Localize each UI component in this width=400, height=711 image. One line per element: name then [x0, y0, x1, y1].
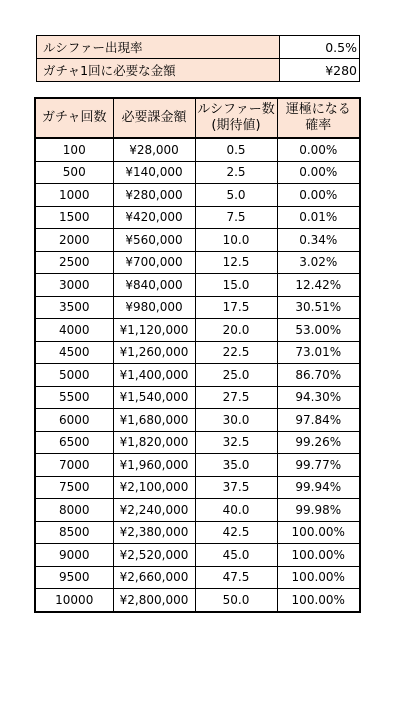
cell-required-cost: ¥28,000 [113, 138, 195, 161]
table-row [35, 521, 360, 544]
rate-label: ルシファー出現率 [37, 36, 280, 59]
header-max-probability-line2: 確率 [305, 118, 332, 133]
cell-required-cost: ¥840,000 [113, 274, 195, 297]
cell-lucifer-count: 2.5 [195, 161, 277, 184]
cell-max-probability: 99.98% [277, 499, 360, 522]
summary-row-cost [37, 59, 360, 82]
table-row [35, 229, 360, 252]
cell-max-probability: 12.42% [277, 274, 360, 297]
cell-max-probability: 100.00% [277, 566, 360, 589]
summary-table [36, 35, 360, 82]
cell-gacha-count: 3000 [35, 274, 113, 297]
table-row [35, 319, 360, 342]
cell-lucifer-count: 12.5 [195, 251, 277, 274]
cell-max-probability: 0.00% [277, 161, 360, 184]
cell-lucifer-count: 40.0 [195, 499, 277, 522]
header-gacha-count-label: ガチャ回数 [41, 110, 107, 125]
table-row [35, 589, 360, 612]
cell-gacha-count: 2500 [35, 251, 113, 274]
cell-lucifer-count: 17.5 [195, 296, 277, 319]
header-required-cost [113, 98, 195, 138]
cost-label: ガチャ1回に必要な金額 [37, 59, 280, 82]
table-row [35, 296, 360, 319]
cell-required-cost: ¥1,960,000 [113, 454, 195, 477]
cell-max-probability: 0.00% [277, 184, 360, 207]
cell-gacha-count: 2000 [35, 229, 113, 252]
cell-max-probability: 0.00% [277, 138, 360, 161]
cell-lucifer-count: 47.5 [195, 566, 277, 589]
table-row [35, 251, 360, 274]
cell-max-probability: 99.77% [277, 454, 360, 477]
cell-max-probability: 100.00% [277, 521, 360, 544]
cell-lucifer-count: 15.0 [195, 274, 277, 297]
cell-lucifer-count: 0.5 [195, 138, 277, 161]
header-required-cost-label: 必要課金額 [121, 110, 187, 125]
cell-gacha-count: 7500 [35, 476, 113, 499]
cell-required-cost: ¥1,680,000 [113, 409, 195, 432]
cell-required-cost: ¥560,000 [113, 229, 195, 252]
cell-max-probability: 0.34% [277, 229, 360, 252]
cell-gacha-count: 4000 [35, 319, 113, 342]
cell-lucifer-count: 32.5 [195, 431, 277, 454]
cell-max-probability: 53.00% [277, 319, 360, 342]
cell-gacha-count: 5500 [35, 386, 113, 409]
table-row [35, 206, 360, 229]
cell-lucifer-count: 30.0 [195, 409, 277, 432]
header-lucifer-count [195, 98, 277, 138]
cell-max-probability: 97.84% [277, 409, 360, 432]
header-lucifer-count-line2: (期待値) [211, 118, 261, 133]
table-row [35, 431, 360, 454]
cell-gacha-count: 1000 [35, 184, 113, 207]
cell-max-probability: 0.01% [277, 206, 360, 229]
cell-max-probability: 86.70% [277, 364, 360, 387]
cell-max-probability: 94.30% [277, 386, 360, 409]
cell-required-cost: ¥1,260,000 [113, 341, 195, 364]
cell-lucifer-count: 50.0 [195, 589, 277, 612]
cell-required-cost: ¥2,100,000 [113, 476, 195, 499]
cell-required-cost: ¥1,540,000 [113, 386, 195, 409]
cell-max-probability: 100.00% [277, 544, 360, 567]
cell-gacha-count: 4500 [35, 341, 113, 364]
cell-gacha-count: 9500 [35, 566, 113, 589]
table-row [35, 454, 360, 477]
table-row [35, 476, 360, 499]
cell-gacha-count: 8500 [35, 521, 113, 544]
header-max-probability [277, 98, 360, 138]
cell-lucifer-count: 5.0 [195, 184, 277, 207]
table-row [35, 386, 360, 409]
cell-lucifer-count: 45.0 [195, 544, 277, 567]
cell-lucifer-count: 7.5 [195, 206, 277, 229]
table-row [35, 544, 360, 567]
cell-lucifer-count: 25.0 [195, 364, 277, 387]
cell-required-cost: ¥280,000 [113, 184, 195, 207]
cell-gacha-count: 7000 [35, 454, 113, 477]
cell-max-probability: 30.51% [277, 296, 360, 319]
table-row [35, 566, 360, 589]
header-row [35, 98, 360, 138]
cell-gacha-count: 3500 [35, 296, 113, 319]
table-row [35, 161, 360, 184]
cell-lucifer-count: 20.0 [195, 319, 277, 342]
cell-max-probability: 99.94% [277, 476, 360, 499]
header-lucifer-count-line1: ルシファー数 [197, 102, 275, 117]
cell-required-cost: ¥420,000 [113, 206, 195, 229]
table-row [35, 409, 360, 432]
cell-required-cost: ¥980,000 [113, 296, 195, 319]
cell-gacha-count: 5000 [35, 364, 113, 387]
summary-row-rate [37, 36, 360, 59]
cell-max-probability: 3.02% [277, 251, 360, 274]
table-row [35, 274, 360, 297]
cell-gacha-count: 6000 [35, 409, 113, 432]
cell-max-probability: 99.26% [277, 431, 360, 454]
cell-gacha-count: 500 [35, 161, 113, 184]
cell-gacha-count: 9000 [35, 544, 113, 567]
rate-value: 0.5% [280, 36, 360, 59]
cell-max-probability: 100.00% [277, 589, 360, 612]
cell-required-cost: ¥2,800,000 [113, 589, 195, 612]
cell-required-cost: ¥1,400,000 [113, 364, 195, 387]
cell-gacha-count: 8000 [35, 499, 113, 522]
table-body [35, 138, 360, 612]
cell-required-cost: ¥1,820,000 [113, 431, 195, 454]
table-row [35, 341, 360, 364]
cell-required-cost: ¥700,000 [113, 251, 195, 274]
header-max-probability-line1: 運極になる [285, 102, 351, 117]
header-gacha-count [35, 98, 113, 138]
cell-required-cost: ¥2,660,000 [113, 566, 195, 589]
cell-lucifer-count: 10.0 [195, 229, 277, 252]
cell-lucifer-count: 22.5 [195, 341, 277, 364]
cell-required-cost: ¥2,380,000 [113, 521, 195, 544]
cell-required-cost: ¥2,520,000 [113, 544, 195, 567]
cost-value: ¥280 [280, 59, 360, 82]
cell-max-probability: 73.01% [277, 341, 360, 364]
probability-table [34, 97, 361, 613]
cell-required-cost: ¥2,240,000 [113, 499, 195, 522]
cell-gacha-count: 10000 [35, 589, 113, 612]
table-row [35, 184, 360, 207]
cell-required-cost: ¥1,120,000 [113, 319, 195, 342]
cell-lucifer-count: 42.5 [195, 521, 277, 544]
table-row [35, 138, 360, 161]
cell-gacha-count: 100 [35, 138, 113, 161]
cell-lucifer-count: 27.5 [195, 386, 277, 409]
cell-required-cost: ¥140,000 [113, 161, 195, 184]
cell-lucifer-count: 37.5 [195, 476, 277, 499]
cell-gacha-count: 6500 [35, 431, 113, 454]
cell-gacha-count: 1500 [35, 206, 113, 229]
table-row [35, 364, 360, 387]
cell-lucifer-count: 35.0 [195, 454, 277, 477]
table-row [35, 499, 360, 522]
